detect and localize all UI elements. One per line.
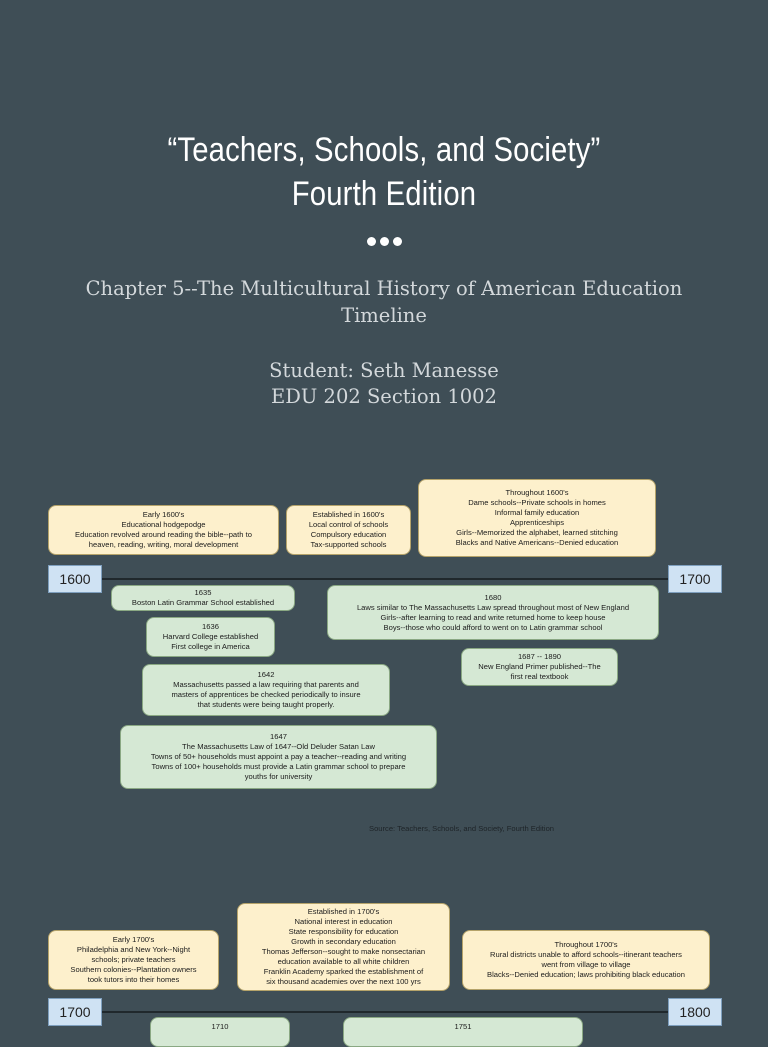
event-text-line: The Massachusetts Law of 1647--Old Deluder Satan Law xyxy=(182,742,375,751)
event-text-line: went from village to village xyxy=(541,960,631,969)
event-1642 xyxy=(142,664,390,716)
event-1636 xyxy=(146,617,275,657)
title-line-1: “Teachers, Schools, and Society” xyxy=(167,131,601,169)
event-date: Throughout 1600's xyxy=(505,488,569,497)
event-text-line: First college in America xyxy=(171,642,250,651)
end-year-label: 1700 xyxy=(668,565,722,593)
event-text-line: Tax-supported schools xyxy=(310,540,387,549)
event-date: Early 1600's xyxy=(142,510,185,519)
chapter-title: Chapter 5--The Multicultural History of American Education xyxy=(85,277,683,300)
event-text-line: Growth in secondary education xyxy=(291,937,396,946)
event-date: Established in 1700's xyxy=(307,907,380,916)
event-text-line: first real textbook xyxy=(510,672,569,681)
event-date: 1710 xyxy=(211,1022,229,1031)
event-text-line: National interest in education xyxy=(294,917,393,926)
event-text-line: heaven, reading, writing, moral development xyxy=(88,540,239,549)
event-text-line: that students were being taught properly. xyxy=(197,700,335,709)
event-text-line: Rural districts unable to afford schools--itinerant teachers xyxy=(490,950,682,959)
event-text-line: Informal family education xyxy=(494,508,580,517)
event-text-line: Massachusetts passed a law requiring that parents and xyxy=(173,680,359,689)
event-text-line: masters of apprentices be checked periodically to insure xyxy=(171,690,361,699)
timeline-axis xyxy=(102,578,668,580)
start-year-label: 1600 xyxy=(48,565,102,593)
event-1751 xyxy=(343,1017,583,1047)
event-text-line: Thomas Jefferson--sought to make nonsectarian xyxy=(261,947,426,956)
event-text-line: Philadelphia and New York--Night xyxy=(76,945,191,954)
event-1687-1890 xyxy=(461,648,618,686)
event-date: 1680 xyxy=(484,592,502,602)
event-date: Early 1700's xyxy=(112,935,155,944)
event-text-line: Blacks and Native Americans--Denied education xyxy=(455,538,619,547)
event-throughout-1700s xyxy=(462,930,710,990)
event-text-line: Apprenticeships xyxy=(509,518,565,527)
event-established-1600s xyxy=(286,505,411,555)
start-year-label: 1700 xyxy=(48,998,102,1026)
event-text-line: Harvard College established xyxy=(162,632,259,641)
event-date: Established in 1600's xyxy=(312,510,385,519)
timeline-label: Timeline xyxy=(341,304,427,327)
event-text-line: Girls--after learning to read and write returned home to keep house xyxy=(380,612,606,622)
event-text-line: Compulsory education xyxy=(310,530,387,539)
event-text-line: Boston Latin Grammar School established xyxy=(131,598,275,607)
event-1647 xyxy=(120,725,437,789)
event-early-1600s xyxy=(48,505,279,555)
event-date: 1642 xyxy=(257,670,275,679)
source-citation: Source: Teachers, Schools, and Society, Fourth Edition xyxy=(369,824,555,833)
event-text-line: Education revolved around reading the bible--path to xyxy=(75,530,252,539)
event-established-1700s xyxy=(237,903,450,991)
event-text-line: took tutors into their homes xyxy=(87,975,180,984)
event-text-line: education available to all white children xyxy=(277,957,410,966)
timeline-axis xyxy=(102,1011,668,1013)
event-date: Throughout 1700's xyxy=(554,940,618,949)
event-text-line: Boys--those who could afford to went on to Latin grammar school xyxy=(383,622,603,632)
event-early-1700s xyxy=(48,930,219,990)
event-date: 1636 xyxy=(202,622,219,631)
student-name: Student: Seth Manesse xyxy=(269,359,499,382)
event-date: 1687 -- 1890 xyxy=(517,652,562,661)
ellipsis-divider-icon xyxy=(0,235,768,249)
event-text-line: Laws similar to The Massachusetts Law spread throughout most of New England xyxy=(356,602,630,612)
event-text-line: six thousand academies over the next 100 yrs xyxy=(266,977,421,986)
event-date: 1635 xyxy=(194,588,212,597)
event-text-line: schools; private teachers xyxy=(91,955,176,964)
event-text-line: Girls--Memorized the alphabet, learned stitching xyxy=(456,528,618,537)
event-1710 xyxy=(150,1017,290,1047)
event-text-line: Towns of 100+ households must provide a Latin grammar school to prepare xyxy=(151,762,406,771)
event-text-line: New England Primer published--The xyxy=(478,662,601,671)
event-text-line: Blacks--Denied education; laws prohibiting black education xyxy=(487,970,685,979)
event-text-line: youths for university xyxy=(244,772,313,781)
event-date: 1751 xyxy=(454,1022,472,1031)
event-1680 xyxy=(327,585,659,640)
course-section: EDU 202 Section 1002 xyxy=(271,385,497,408)
event-text-line: Educational hodgepodge xyxy=(121,520,206,529)
event-throughout-1600s xyxy=(418,479,656,557)
title-line-2: Fourth Edition xyxy=(291,175,477,213)
end-year-label: 1800 xyxy=(668,998,722,1026)
event-text-line: Towns of 50+ households must appoint a pay a teacher--reading and writing xyxy=(150,752,407,761)
event-text-line: State responsibility for education xyxy=(288,927,399,936)
title-block xyxy=(0,128,768,216)
event-text-line: Local control of schools xyxy=(308,520,389,529)
event-text-line: Franklin Academy sparked the establishment of xyxy=(263,967,424,976)
event-text-line: Southern colonies--Plantation owners xyxy=(70,965,197,974)
event-date: 1647 xyxy=(270,732,287,741)
event-1635 xyxy=(111,585,295,611)
event-text-line: Dame schools--Private schools in homes xyxy=(468,498,606,507)
